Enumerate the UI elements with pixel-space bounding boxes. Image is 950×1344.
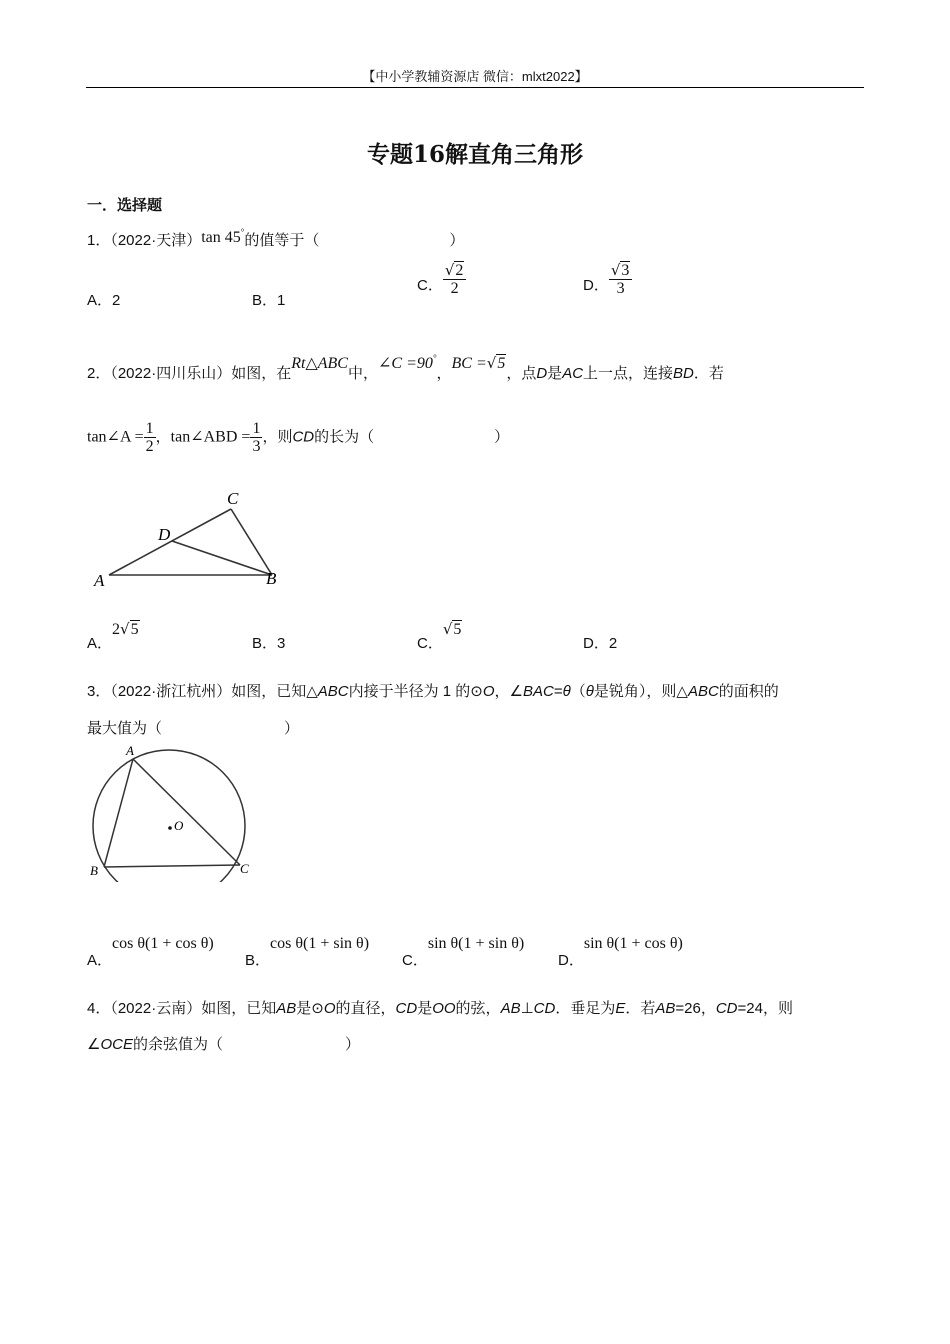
q3-figure-label-b: B bbox=[90, 863, 98, 878]
q2-option-d: D．2 bbox=[583, 635, 618, 652]
section-heading: 一．选择题 bbox=[87, 197, 163, 214]
q3-option-a: A．cos θ(1 + cos θ) bbox=[87, 935, 214, 969]
q3-line-2: 最大值为（ ） bbox=[87, 720, 300, 737]
q1-expression: tan 45° bbox=[201, 227, 245, 246]
q1-option-c: C． $\frac{√2}{2}$ bbox=[417, 262, 466, 297]
q2-figure-label-d: D bbox=[158, 525, 171, 544]
q2-angle-c: ∠C =90° bbox=[378, 353, 437, 372]
q2-fraction-abd: $\frac{1}{3}$ bbox=[252, 420, 261, 455]
q3-option-b: B．cos θ(1 + sin θ) bbox=[245, 935, 370, 969]
q1-number: 1． bbox=[87, 232, 111, 249]
q3-figure-label-a: A bbox=[126, 743, 134, 758]
q2-figure-label-a: A bbox=[94, 571, 105, 590]
q1-option-d-fraction: $\frac{√3}{3}$ bbox=[609, 262, 633, 297]
q2-triangle-name: Rt△ABC bbox=[291, 355, 348, 372]
q2-option-a: A．2√5 bbox=[87, 620, 139, 652]
q3-figure-label-o: O bbox=[174, 818, 184, 833]
q1-option-c-fraction: $\frac{√2}{2}$ bbox=[443, 262, 467, 297]
q1-stem: 的值等于（ bbox=[244, 232, 320, 249]
q2-option-b: B．3 bbox=[252, 635, 286, 652]
q2-fraction-a: $\frac{1}{2}$ bbox=[145, 420, 154, 455]
q4-line-2: ∠OCE的余弦值为（ ） bbox=[87, 1036, 360, 1053]
q2-triangle-figure bbox=[90, 485, 290, 590]
q2-tan-abd: tan∠ABD = bbox=[170, 428, 251, 446]
question-2: 2．（2022·四川乐山）如图，在Rt△ABC中，∠C =90°，BC =√5，点D是AC上一点，连接BD．若 bbox=[87, 353, 724, 382]
q1-close-paren: ） bbox=[449, 232, 465, 249]
q1-option-a: A．2 bbox=[87, 292, 121, 309]
q2-line-2: tan∠A = $\frac{1}{2}$ ，tan∠ABD = $\frac{1}{3}$ ，则CD的长为（ ） bbox=[87, 420, 510, 455]
q2-figure-label-c: C bbox=[227, 489, 239, 508]
q1-option-d: D． $\frac{√3}{3}$ bbox=[583, 262, 632, 297]
question-4: 4．（2022·云南）如图，已知AB是⊙O的直径，CD是OO的弦，AB⊥CD．垂足为E．若AB=26，CD=24，则 bbox=[87, 1000, 793, 1017]
q2-bc-length: BC =√5 bbox=[451, 354, 506, 372]
question-3: 3．（2022·浙江杭州）如图，已知△ABC内接于半径为 1 的⊙O，∠BAC=θ（θ是锐角），则△ABC的面积的 bbox=[87, 683, 779, 700]
header-rule bbox=[86, 87, 864, 88]
q2-tan-a: tan∠A = bbox=[87, 428, 144, 446]
q1-source: （2022·天津） bbox=[110, 232, 202, 249]
q3-circle-figure bbox=[85, 742, 260, 882]
q3-option-c: C．sin θ(1 + sin θ) bbox=[402, 935, 525, 969]
q2-option-c: C．√5 bbox=[417, 620, 462, 652]
page-title: 专题16解直角三角形 bbox=[366, 141, 583, 168]
q2-figure-label-b: B bbox=[266, 569, 277, 588]
q3-option-d: D．sin θ(1 + cos θ) bbox=[558, 935, 683, 969]
q1-option-b: B．1 bbox=[252, 292, 286, 309]
q3-figure-label-c: C bbox=[240, 861, 249, 876]
question-1 bbox=[87, 229, 464, 250]
page-header: 【中小学教辅资源店 微信：mlxt2022】 bbox=[362, 69, 588, 84]
